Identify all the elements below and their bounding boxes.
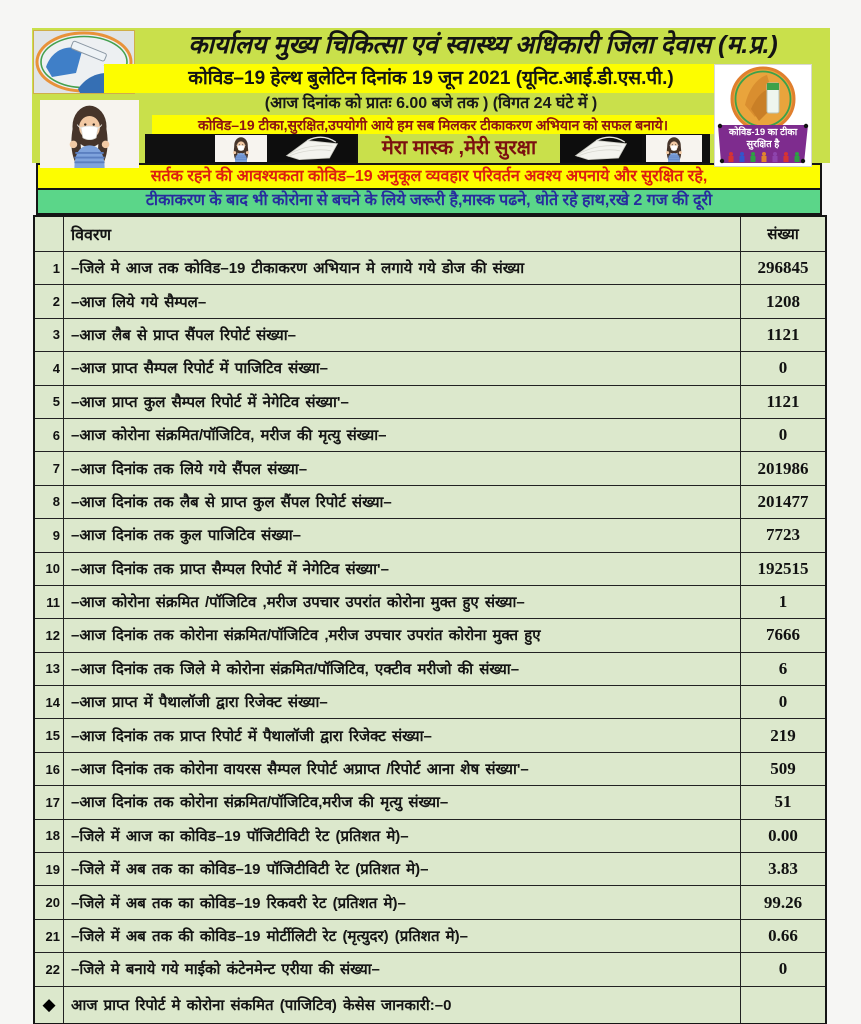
table-row [35, 418, 825, 451]
row-label: –आज दिनांक तक कोरोना संक्रमित/पॉजिटिव,मरीज की मृत्यु संख्या– [71, 794, 449, 812]
row-label: –आज दिनांक तक लैब से प्राप्त कुल सैंपल रिपोर्ट संख्या– [71, 493, 392, 511]
face-mask-photo [560, 135, 642, 162]
alert-line-2: टीकाकरण के बाद भी कोरोना से बचने के लिये जरूरी है,मास्क पढने, धोते रहे हाथ,रखे 2 गज की दूरी [36, 190, 822, 215]
table-row [35, 785, 825, 818]
row-label: –जिले मे आज तक कोविड–19 टीकाकरण अभियान मे लगाये गये डोज की संख्या [71, 260, 525, 278]
row-number: 1 [35, 252, 64, 284]
vaccine-slogan: कोविड–19 टीका,सुरक्षित,उपयोगी आये हम सब मिलकर टीकाकरण अभियान को सफल बनाये। [152, 115, 714, 135]
row-label: –आज प्राप्त सैम्पल रिपोर्ट में पाजिटिव संख्या– [71, 360, 329, 378]
mask-illustration [560, 135, 642, 162]
row-number: 17 [35, 786, 64, 818]
row-number: 8 [35, 486, 64, 518]
face-mask-photo [270, 135, 356, 162]
row-label: –आज दिनांक तक कुल पाजिटिव संख्या– [71, 527, 302, 545]
header [32, 28, 830, 163]
row-value: 1208 [740, 285, 825, 317]
row-label: –जिले मे बनाये गये माईको कंटेनमेन्ट एरीया की संख्या– [71, 961, 380, 979]
row-value: 0 [740, 419, 825, 451]
table-row [35, 652, 825, 685]
row-label: –जिले में आज का कोविड–19 पॉजिटीविटी रेट (प्रतिशत मे)– [71, 827, 409, 845]
table-row [35, 552, 825, 585]
table-header-row [35, 217, 825, 251]
row-label: –आज प्राप्त कुल सैम्पल रिपोर्ट में नेगेटिव संख्या'– [71, 393, 349, 411]
column-header-description: विवरण [71, 227, 112, 244]
row-value: 219 [740, 719, 825, 751]
row-label: –आज दिनांक तक कोरोना संक्रमित/पॉजिटिव ,मरीज उपचार उपरांत कोरोना मुक्त हुए [71, 627, 541, 645]
row-label: –आज दिनांक तक जिले मे कोरोना संक्रमित/पॉजिटिव, एक्टीव मरीजो की संख्या– [71, 660, 520, 678]
row-number: 7 [35, 452, 64, 484]
row-number: 9 [35, 519, 64, 551]
table-row [35, 351, 825, 384]
row-value: 51 [740, 786, 825, 818]
table-row [35, 318, 825, 351]
row-label: –आज कोरोना संक्रमित/पॉजिटिव, मरीज की मृत्यु संख्या– [71, 427, 387, 445]
row-label: –आज प्राप्त में पैथालॉजी द्वारा रिजेक्ट संख्या– [71, 694, 328, 712]
row-value: 0 [740, 953, 825, 985]
mask-slogan-band [32, 134, 830, 163]
table-row [35, 385, 825, 418]
table-row [35, 952, 825, 985]
row-number: 3 [35, 319, 64, 351]
table-row [35, 718, 825, 751]
row-label: –आज दिनांक तक लिये गये सैंपल संख्या– [71, 460, 308, 478]
covid-vaccine-badge [715, 65, 811, 166]
table-rows [35, 251, 825, 986]
table-row [35, 752, 825, 785]
row-value: 1121 [740, 319, 825, 351]
row-number: 12 [35, 619, 64, 651]
footer-value [740, 987, 825, 1023]
footer-label: आज प्राप्त रिपोर्ट मे कोरोना संकमित (पाजिटिव) केसेस जानकारी:–0 [71, 996, 452, 1014]
mask-slogan-text: मेरा मास्क ,मेरी सुरक्षा [358, 134, 560, 163]
row-value: 296845 [740, 252, 825, 284]
row-value: 3.83 [740, 853, 825, 885]
mask-illustration [270, 135, 354, 162]
alert-line-1: सर्तक रहने की आवश्यकता कोविड–19 अनुकूल व्यवहार परिवर्तन अवश्य अपनाये और सुरक्षित रहे, [36, 163, 822, 190]
row-value: 0 [740, 686, 825, 718]
table-row [35, 885, 825, 918]
row-value: 0.66 [740, 920, 825, 952]
row-value: 1 [740, 586, 825, 618]
row-value: 0 [740, 352, 825, 384]
table-row [35, 852, 825, 885]
row-number: 20 [35, 886, 64, 918]
row-number: 6 [35, 419, 64, 451]
row-number: 15 [35, 719, 64, 751]
row-value: 0.00 [740, 820, 825, 852]
row-value: 99.26 [740, 886, 825, 918]
table-footer-row [35, 986, 825, 1023]
table-row [35, 618, 825, 651]
column-header-value: संख्या [740, 217, 825, 251]
row-number: 5 [35, 386, 64, 418]
badge-text: कोविड-19 का टीका सुरक्षित है [728, 127, 798, 150]
row-number: 16 [35, 753, 64, 785]
table-row [35, 284, 825, 317]
row-number: 11 [35, 586, 64, 618]
page-title: कार्यालय मुख्य चिकित्सा एवं स्वास्थ्य अधिकारी जिला देवास (म.प्र.) [188, 31, 778, 59]
girl-wearing-mask-photo [215, 135, 267, 162]
row-value: 192515 [740, 553, 825, 585]
table-row [35, 919, 825, 952]
row-label: –जिले में अब तक की कोविड–19 मोर्टीलिटी रेट (मृत्युदर) (प्रतिशत मे)– [71, 928, 468, 945]
timing-line: (आज दिनांक को प्रातः 6.00 बजे तक ) (विगत 24 घंटे में ) [264, 95, 598, 112]
table-row [35, 585, 825, 618]
bulletin-table [33, 215, 827, 1024]
table-row [35, 518, 825, 551]
bulletin-subtitle: कोविड–19 हेल्थ बुलेटिन दिनांक 19 जून 2021 (यूनिट.आई.डी.एस.पी.) [104, 64, 758, 93]
row-value: 7723 [740, 519, 825, 551]
row-value: 201986 [740, 452, 825, 484]
girl-wearing-mask-photo [646, 135, 702, 162]
row-value: 509 [740, 753, 825, 785]
row-number: 4 [35, 352, 64, 384]
row-number: 13 [35, 653, 64, 685]
row-number: 14 [35, 686, 64, 718]
girl-wearing-mask-photo-large [40, 100, 139, 168]
table-row [35, 451, 825, 484]
row-value: 6 [740, 653, 825, 685]
row-label: –जिले में अब तक का कोविड–19 रिकवरी रेट (प्रतिशत मे)– [71, 894, 406, 912]
diamond-bullet-icon: ◆ [35, 987, 64, 1023]
row-label: –आज दिनांक तक प्राप्त रिपोर्ट में पैथालॉजी द्वारा रिजेक्ट संख्या– [71, 727, 432, 745]
row-number: 21 [35, 920, 64, 952]
row-value: 201477 [740, 486, 825, 518]
row-number: 2 [35, 285, 64, 317]
header-number-cell [35, 217, 64, 251]
table-row [35, 251, 825, 284]
row-number: 18 [35, 820, 64, 852]
row-number: 10 [35, 553, 64, 585]
table-row [35, 685, 825, 718]
row-label: –आज दिनांक तक कोरोना वायरस सैम्पल रिपोर्ट अप्राप्त /रिपोर्ट आना शेष संख्या'– [71, 761, 529, 779]
row-label: –आज लिये गये सैम्पल– [71, 293, 207, 311]
table-row [35, 485, 825, 518]
row-number: 19 [35, 853, 64, 885]
row-label: –आज कोरोना संक्रमित /पॉजिटिव ,मरीज उपचार उपरांत कोरोना मुक्त हुए संख्या– [71, 594, 525, 612]
row-label: –आज लैब से प्राप्त सैंपल रिपोर्ट संख्या– [71, 326, 296, 344]
row-label: –जिले में अब तक का कोविड–19 पॉजिटीविटी रेट (प्रतिशत मे)– [71, 861, 429, 879]
table-row [35, 819, 825, 852]
row-value: 1121 [740, 386, 825, 418]
row-number: 22 [35, 953, 64, 985]
row-value: 7666 [740, 619, 825, 651]
row-label: –आज दिनांक तक प्राप्त सैम्पल रिपोर्ट में नेगेटिव संख्या'– [71, 560, 389, 578]
